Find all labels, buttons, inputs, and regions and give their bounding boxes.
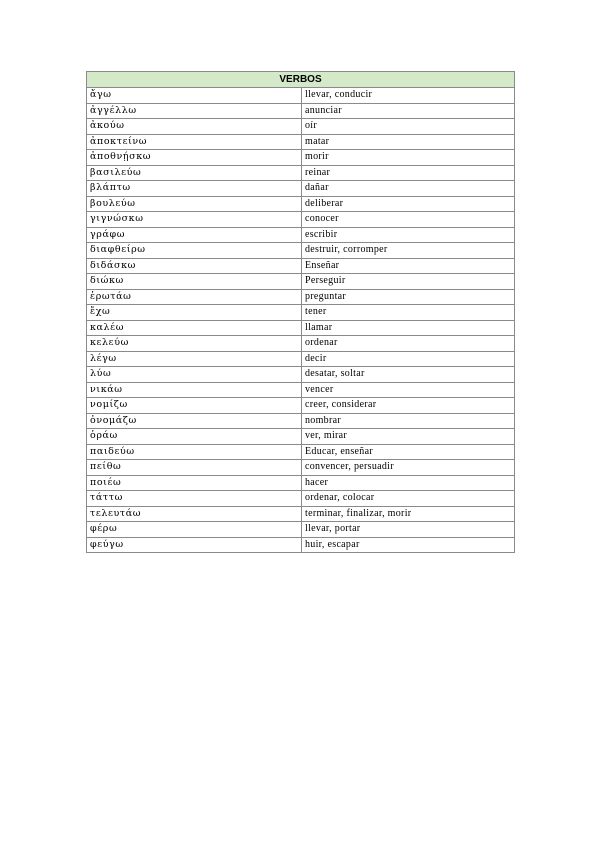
spanish-translation-cell: huir, escapar bbox=[302, 537, 515, 553]
spanish-translation-cell: llevar, portar bbox=[302, 522, 515, 538]
table-row bbox=[87, 382, 515, 398]
spanish-translation-cell: ordenar, colocar bbox=[302, 491, 515, 507]
table-row bbox=[87, 150, 515, 166]
table-row bbox=[87, 103, 515, 119]
spanish-translation-cell: morir bbox=[302, 150, 515, 166]
table-row bbox=[87, 119, 515, 135]
greek-verb-cell: καλέω bbox=[87, 320, 302, 336]
spanish-translation-cell: conocer bbox=[302, 212, 515, 228]
table-row bbox=[87, 506, 515, 522]
table-row bbox=[87, 491, 515, 507]
table-row bbox=[87, 289, 515, 305]
table-row bbox=[87, 243, 515, 259]
table-row bbox=[87, 398, 515, 414]
greek-verb-cell: ἀποκτείνω bbox=[87, 134, 302, 150]
table-row bbox=[87, 413, 515, 429]
greek-verb-cell: βουλεύω bbox=[87, 196, 302, 212]
greek-verb-cell: διώκω bbox=[87, 274, 302, 290]
spanish-translation-cell: convencer, persuadir bbox=[302, 460, 515, 476]
table-row bbox=[87, 475, 515, 491]
spanish-translation-cell: oír bbox=[302, 119, 515, 135]
spanish-translation-cell: Perseguir bbox=[302, 274, 515, 290]
table-row bbox=[87, 429, 515, 445]
table-header: VERBOS bbox=[87, 72, 515, 88]
table-row bbox=[87, 227, 515, 243]
spanish-translation-cell: nombrar bbox=[302, 413, 515, 429]
spanish-translation-cell: dañar bbox=[302, 181, 515, 197]
greek-verb-cell: ἔχω bbox=[87, 305, 302, 321]
greek-verb-cell: διαφθείρω bbox=[87, 243, 302, 259]
table-row bbox=[87, 336, 515, 352]
spanish-translation-cell: tener bbox=[302, 305, 515, 321]
spanish-translation-cell: deliberar bbox=[302, 196, 515, 212]
greek-verb-cell: πείθω bbox=[87, 460, 302, 476]
table-row bbox=[87, 351, 515, 367]
table-row bbox=[87, 460, 515, 476]
table-row bbox=[87, 320, 515, 336]
greek-verb-cell: γράφω bbox=[87, 227, 302, 243]
spanish-translation-cell: ver, mirar bbox=[302, 429, 515, 445]
spanish-translation-cell: matar bbox=[302, 134, 515, 150]
spanish-translation-cell: destruir, corromper bbox=[302, 243, 515, 259]
table-row bbox=[87, 367, 515, 383]
greek-verb-cell: φεύγω bbox=[87, 537, 302, 553]
greek-verb-cell: φέρω bbox=[87, 522, 302, 538]
greek-verb-cell: τάττω bbox=[87, 491, 302, 507]
table-row bbox=[87, 274, 515, 290]
table-row bbox=[87, 212, 515, 228]
spanish-translation-cell: ordenar bbox=[302, 336, 515, 352]
table-row bbox=[87, 444, 515, 460]
greek-verb-cell: παιδεύω bbox=[87, 444, 302, 460]
greek-verb-cell: ἐρωτάω bbox=[87, 289, 302, 305]
greek-verb-cell: ἀγγέλλω bbox=[87, 103, 302, 119]
greek-verb-cell: βλάπτω bbox=[87, 181, 302, 197]
spanish-translation-cell: terminar, finalizar, morir bbox=[302, 506, 515, 522]
greek-verb-cell: νικάω bbox=[87, 382, 302, 398]
spanish-translation-cell: vencer bbox=[302, 382, 515, 398]
greek-verb-cell: ποιέω bbox=[87, 475, 302, 491]
table-row bbox=[87, 537, 515, 553]
greek-verb-cell: γιγνώσκω bbox=[87, 212, 302, 228]
table-header-row bbox=[87, 72, 515, 88]
table-row bbox=[87, 258, 515, 274]
greek-verb-cell: λύω bbox=[87, 367, 302, 383]
spanish-translation-cell: hacer bbox=[302, 475, 515, 491]
verbs-table bbox=[86, 71, 515, 553]
table-row bbox=[87, 181, 515, 197]
spanish-translation-cell: Enseñar bbox=[302, 258, 515, 274]
spanish-translation-cell: Educar, enseñar bbox=[302, 444, 515, 460]
greek-verb-cell: βασιλεύω bbox=[87, 165, 302, 181]
greek-verb-cell: ἄγω bbox=[87, 88, 302, 104]
spanish-translation-cell: escribir bbox=[302, 227, 515, 243]
table-row bbox=[87, 305, 515, 321]
greek-verb-cell: κελεύω bbox=[87, 336, 302, 352]
spanish-translation-cell: creer, considerar bbox=[302, 398, 515, 414]
greek-verb-cell: ἀκούω bbox=[87, 119, 302, 135]
table-body bbox=[87, 88, 515, 553]
table-row bbox=[87, 134, 515, 150]
spanish-translation-cell: decir bbox=[302, 351, 515, 367]
spanish-translation-cell: desatar, soltar bbox=[302, 367, 515, 383]
greek-verb-cell: ἀποθνῄσκω bbox=[87, 150, 302, 166]
spanish-translation-cell: anunciar bbox=[302, 103, 515, 119]
greek-verb-cell: τελευτάω bbox=[87, 506, 302, 522]
greek-verb-cell: λέγω bbox=[87, 351, 302, 367]
greek-verb-cell: ὁράω bbox=[87, 429, 302, 445]
table-row bbox=[87, 165, 515, 181]
spanish-translation-cell: reinar bbox=[302, 165, 515, 181]
spanish-translation-cell: preguntar bbox=[302, 289, 515, 305]
table-row bbox=[87, 196, 515, 212]
greek-verb-cell: ὀνομάζω bbox=[87, 413, 302, 429]
spanish-translation-cell: llevar, conducir bbox=[302, 88, 515, 104]
greek-verb-cell: διδάσκω bbox=[87, 258, 302, 274]
table-row bbox=[87, 88, 515, 104]
table-row bbox=[87, 522, 515, 538]
greek-verb-cell: νομίζω bbox=[87, 398, 302, 414]
spanish-translation-cell: llamar bbox=[302, 320, 515, 336]
